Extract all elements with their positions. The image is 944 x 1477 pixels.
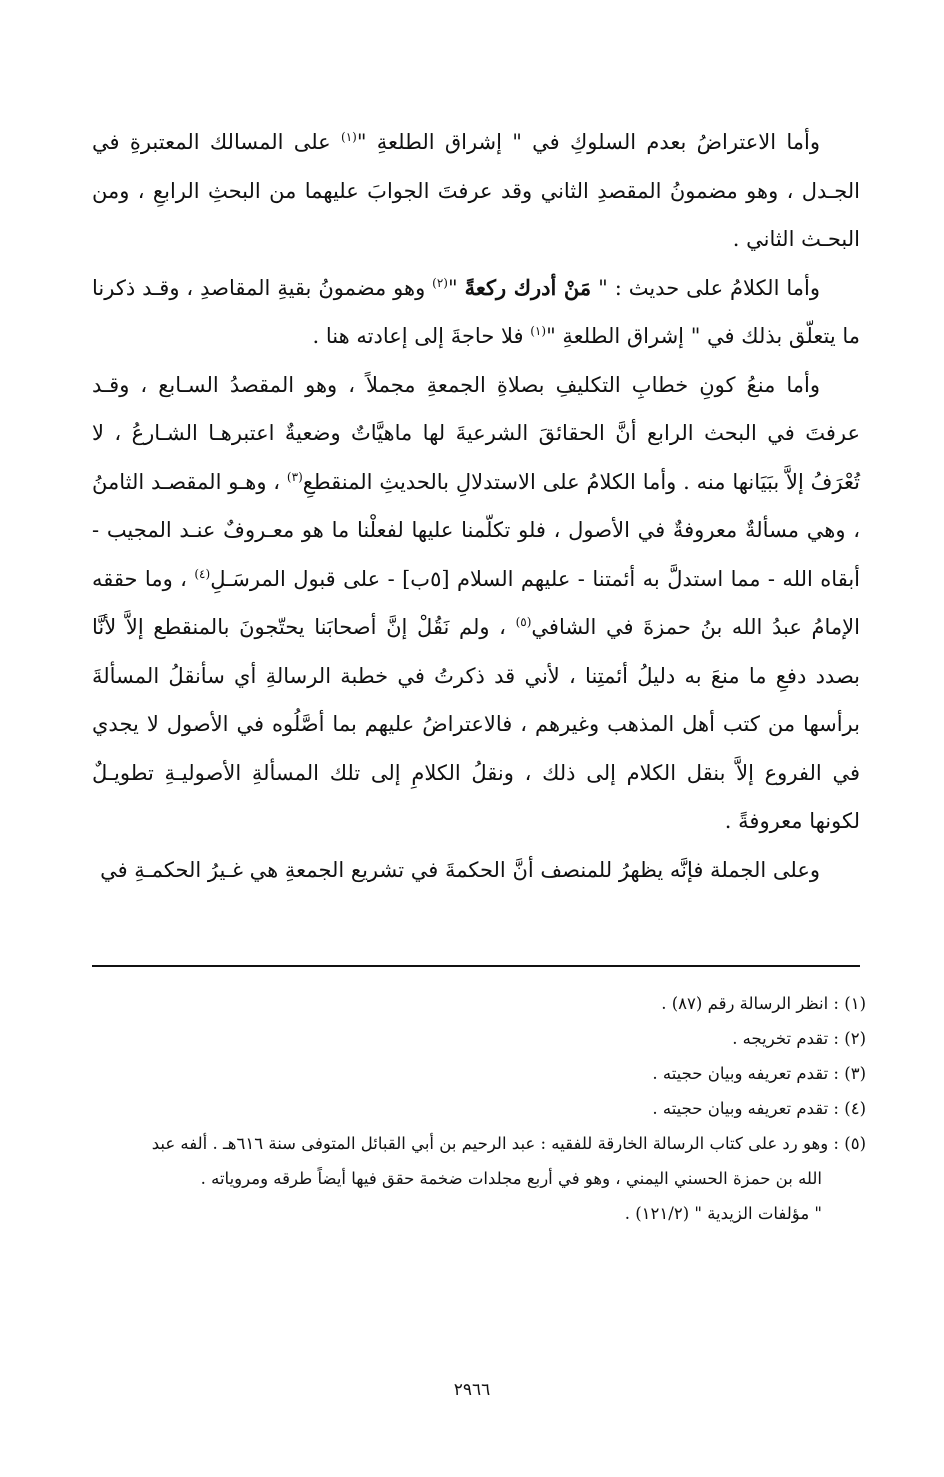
text-run: فلا حاجةَ إلى إعادته هنا . xyxy=(312,324,531,348)
text-run: وهو مضمونُ بقيةِ المقاصدِ ، وقـد ذكرنا ما يتعلّق بذلك في " إشراق الطلعةِ " xyxy=(92,275,860,348)
text-run: " xyxy=(447,275,465,300)
footnote-separator xyxy=(92,965,860,967)
footnote-text: انظر الرسالة رقم (٨٧) . xyxy=(661,994,829,1013)
footnote-ref: (١) xyxy=(341,130,357,144)
text-run: على المسالك المعتبرةِ في الجـدل ، وهو مضمونُ المقصدِ الثاني وقد عرفتَ الجوابَ عليهما من البحثِ الرابعِ ، ومن البحـث الثاني . xyxy=(92,130,860,251)
footnote-ref: (٥) xyxy=(515,615,532,629)
footnote-text: تقدم تخريجه . xyxy=(732,1029,829,1048)
footnote-ref: (٢) xyxy=(432,275,448,290)
footnote-ref: (١) xyxy=(530,324,547,338)
paragraph-2 xyxy=(92,264,860,361)
footnote-4 xyxy=(100,1091,866,1126)
text-run: ، وما حققه الإمامُ عبدُ الله بنُ حمزةَ في الشافي xyxy=(92,566,860,639)
footnote-number: (١) xyxy=(844,994,866,1013)
footnote-number: (٤) xyxy=(844,1099,866,1118)
footnote-ref: (٤) xyxy=(194,566,211,581)
footnote-colon: : xyxy=(828,994,845,1013)
footnote-number: (٢) xyxy=(844,1029,866,1048)
footnote-text: تقدم تعريفه وبيان حجيته . xyxy=(652,1099,829,1118)
paragraph-3 xyxy=(92,361,860,846)
footnote-continuation: " مؤلفات الزيدية " (١٢١/٢) . xyxy=(624,1204,822,1223)
text-run: وأما الكلامُ على حديث : " xyxy=(591,275,820,300)
page-number: ٢٩٦٦ xyxy=(453,1380,491,1400)
footnote-colon: : xyxy=(828,1134,845,1153)
footnote-5 xyxy=(100,1126,866,1231)
footnote-colon: : xyxy=(828,1099,845,1118)
paragraph-1 xyxy=(92,118,860,264)
footnote-1 xyxy=(100,986,866,1021)
footnote-text: وهو رد على كتاب الرسالة الخارقة للفقيه : عبد الرحيم بن أبي القبائل المتوفى سنة ٦١٦هـ . ألفه عبد xyxy=(151,1134,829,1153)
text-run: وعلى الجملة فإنَّه يظهرُ للمنصف أنَّ الحكمةَ في تشريع الجمعةِ هي غـيرُ الحكمـةِ في xyxy=(100,857,820,882)
text-run: ، ولم نَقُلْ إنَّ أصحابَنا يحتّجونَ بالمنقطع إلاَّ لأنَّا بصدد دفعِ ما منعَ به دليلُ أئمتِنا ، لأني قد ذكرتُ في خطبة الرسالةِ أي سأنقلُ المسألةَ برأسها من كتب أهل المذهب وغيرهم ، فالاعتراضُ عليهم بما أصَّلُوه في الأصول لا يجدي في الفروع إلاَّ بنقل الكلام إلى ذلك ، ونقلُ الكلامِ إلى تلك المسألةِ الأصوليـةِ تطويـلٌ لكونها معروفةً . xyxy=(92,615,860,833)
footnote-continuation: الله بن حمزة الحسني اليمني ، وهو في أربع مجلدات ضخمة حقق فيها أيضاً طرقه ومروياته . xyxy=(200,1169,822,1188)
footnote-text: تقدم تعريفه وبيان حجيته . xyxy=(652,1064,829,1083)
footnote-number: (٥) xyxy=(844,1134,866,1153)
footnote-number: (٣) xyxy=(844,1064,866,1083)
footnote-2 xyxy=(100,1021,866,1056)
footnote-ref: (٣) xyxy=(286,469,303,484)
text-run: وأما الاعتراضُ بعدم السلوكِ في " إشراق الطلعةِ " xyxy=(356,130,820,154)
paragraph-4 xyxy=(92,846,860,895)
text-run: ، وهـو المقصـد الثامنُ ، وهي مسألةٌ معروفةٌ في الأصول ، فلو تكلّمنا عليها لفعلْنا ما هو معـروفٌ عنـد المجيب - أبقاه الله - مما استدلَّ به أئمتنا - عليهم السلام [٥ب] - على قبول المرسَـلِ xyxy=(92,469,861,591)
main-text xyxy=(92,118,860,894)
text-run: وأما منعُ كونِ خطابِ التكليفِ بصلاةِ الجمعةِ مجملاً ، وهو المقصدُ السـابع ، وقـد عرفتَ في البحث الرابع أنَّ الحقائقَ الشرعيةَ لها ماهيَّاتٌ وضعيةٌ اعتبرهـا الشـارعُ ، لا تُعْرَفُ إلاَّ ببَيَانها منه . وأما الكلامُ على الاستدلالِ بالحديثِ المنقطعِ xyxy=(92,372,860,494)
footnote-colon: : xyxy=(828,1064,845,1083)
footnote-3 xyxy=(100,1056,866,1091)
footnotes xyxy=(100,986,866,1231)
footnote-colon: : xyxy=(828,1029,845,1048)
hadith-quote: مَنْ أدرك ركعةً xyxy=(464,274,592,300)
